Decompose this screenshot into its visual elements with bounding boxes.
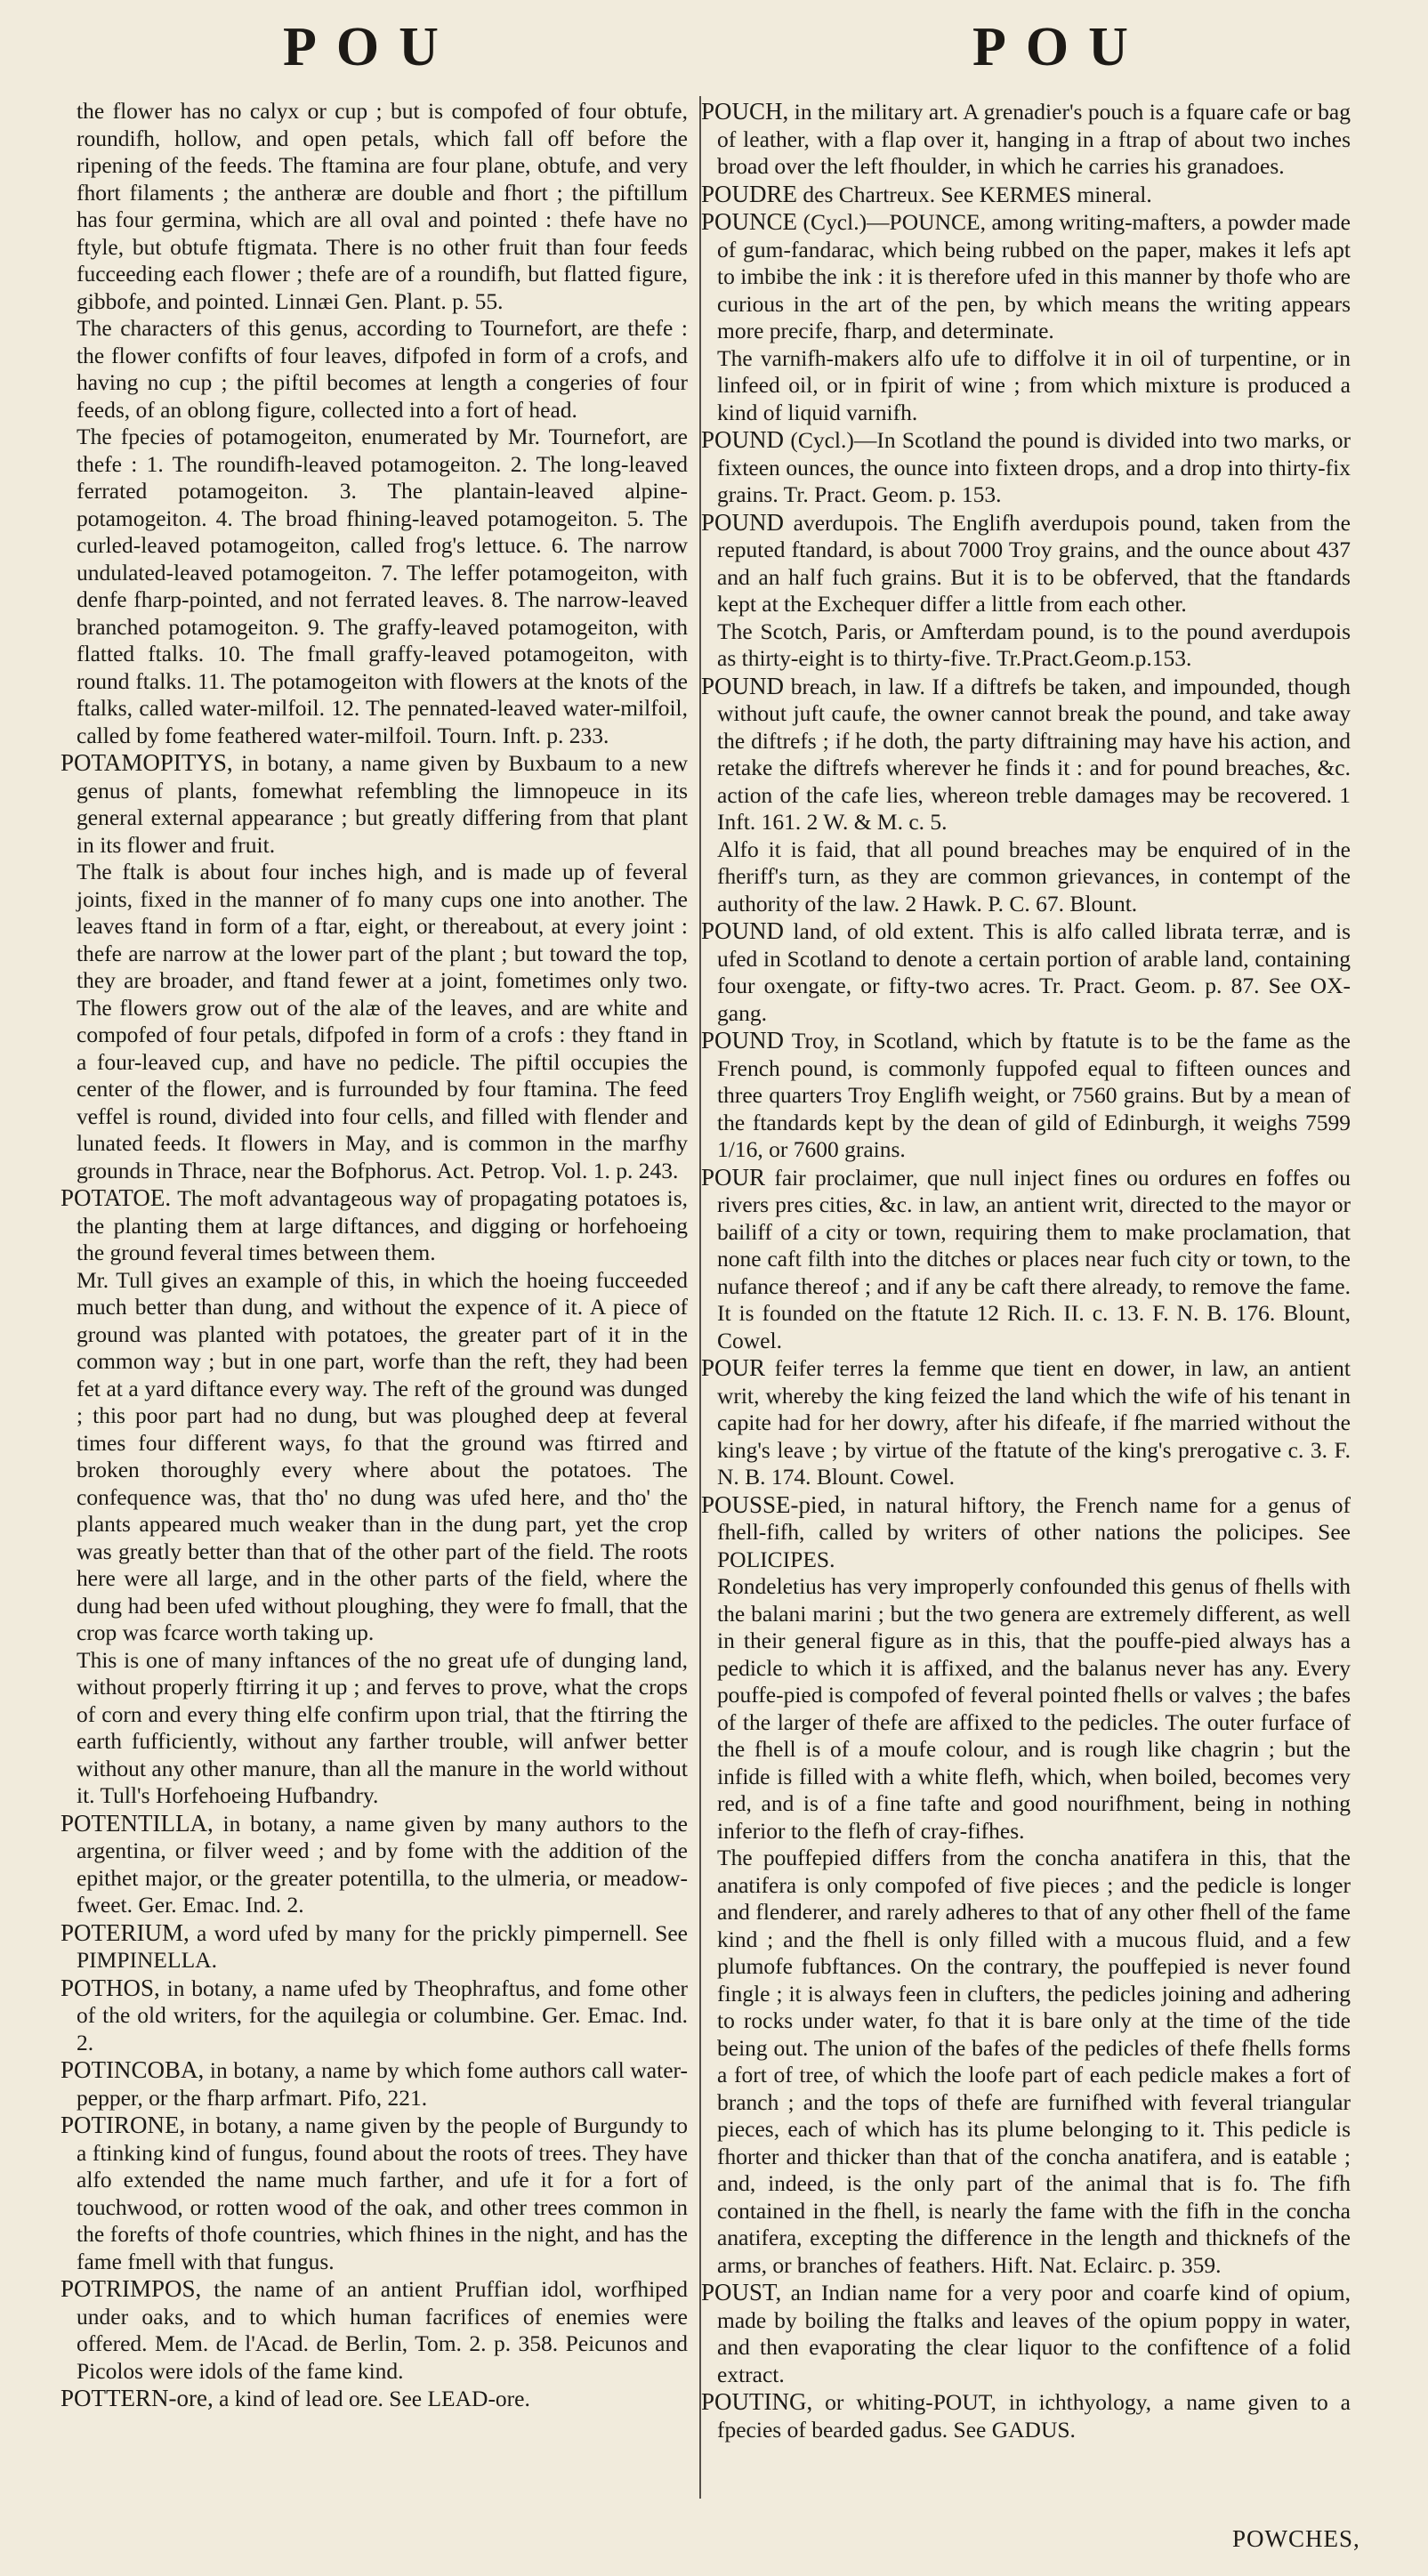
entry-text: The characters of this genus, according to Tournefort, are thefe : the flower confifts of four leaves, difpofed in form of a crofs, and having no cup ; the piftil becomes at length a congeries of four feeds, of an oblong figure, collected into a fort of head. bbox=[77, 315, 688, 423]
entry-paragraph bbox=[701, 836, 1351, 918]
dictionary-entry bbox=[701, 208, 1351, 345]
dictionary-entry bbox=[701, 509, 1351, 618]
dictionary-entry bbox=[701, 917, 1351, 1027]
entry-headword: POUSSE-pied, bbox=[701, 1490, 846, 1518]
entry-text: in the military art. A grenadier's pouch is a fquare cafe or bag of leather, with a flap over it, hanging in a ftrap of about two inches broad over the left fhoulder, in which he carries his granadoes. bbox=[717, 99, 1351, 179]
entry-text: feifer terres la femme que tient en dower, in law, an antient writ, whereby the king feized the land which the wife of his tenant in capite had for her dowry, after his difeafe, if fhe married without the king's leave ; by virtue of the ftatute of the king's prerogative c. 3. F. N. B. 174. Blount. Cowel. bbox=[717, 1355, 1351, 1490]
entry-text: the name of an antient Pruffian idol, worfhiped under oaks, and to which human facrifices of enemies were offered. Mem. de l'Acad. de Berlin, Tom. 2. p. 358. Peicunos and Picolos were idols of the fame kind. bbox=[77, 2276, 688, 2384]
right-column bbox=[701, 98, 1351, 2443]
dictionary-entry bbox=[701, 181, 1351, 209]
entry-paragraph bbox=[61, 1267, 688, 1647]
dictionary-entry bbox=[61, 749, 688, 859]
dictionary-entry bbox=[61, 2385, 688, 2413]
entry-paragraph bbox=[701, 618, 1351, 673]
dictionary-entry bbox=[701, 1164, 1351, 1355]
dictionary-entry bbox=[61, 2112, 688, 2275]
entry-text: The varnifh-makers alfo ufe to diffolve it in oil of turpentine, or in linfeed oil, or in fpirit of wine ; from which mixture is produced a kind of liquid varnifh. bbox=[717, 344, 1351, 425]
entry-text: in botany, a name given by the people of Burgundy to a ftinking kind of fungus, found about the roots of trees. They have alfo extended the name much farther, and ufe it for a fort of touchwood, or rotten wood of the oak, and other trees common in the forefts of thofe countries, which fhines in the night, and has the fame fmell with that fungus. bbox=[77, 2112, 688, 2274]
entry-headword: POTINCOBA, bbox=[61, 2056, 205, 2083]
entry-text: in botany, a name by which fome authors call water-pepper, or the fharp arfmart. Pifo, 221. bbox=[77, 2057, 688, 2111]
entry-text: The ftalk is about four inches high, and is made up of feveral joints, fixed in the manner of fo many cups one into another. The leaves ftand in form of a ftar, eight, or thereabout, at every joint : thefe are narrow at the lower part of the plant ; but toward the top, they are broader, and ftand fewer at a joint, fometimes only two. The flowers grow out of the alæ of the leaves, and are white and compofed of four petals, difpofed in form of a crofs : they ftand in a four-leaved cup, and have no pedicle. The piftil occupies the center of the flower, and is furrounded by four ftamina. The feed veffel is round, divided into four cells, and filled with flender and lunated feeds. It flowers in May, and is common in the marfhy grounds in Thrace, near the Bofphorus. Act. Petrop. Vol. 1. p. 243. bbox=[77, 859, 688, 1183]
dictionary-entry bbox=[701, 2388, 1351, 2443]
entry-text: The Scotch, Paris, or Amfterdam pound, is to the pound averdupois as thirty-eight is to thirty-five. Tr.Pract.Geom.p.153. bbox=[717, 618, 1351, 671]
dictionary-entry bbox=[701, 426, 1351, 509]
entry-paragraph bbox=[61, 315, 688, 424]
entry-text: The fpecies of potamogeiton, enumerated by Mr. Tournefort, are thefe : 1. The roundifh-leaved potamogeiton. 2. The long-leaved ferrated potamogeiton. 3. The plantain-leaved alpine-potamogeiton. 4. The broad fhining-leaved potamogeiton. 5. The curled-leaved potamogeiton, called frog's lettuce. 6. The narrow undulated-leaved potamogeiton. 7. The leffer potamogeiton, with denfe fharp-pointed, and not ferrated leaves. 8. The narrow-leaved branched potamogeiton. 9. The graffy-leaved potamogeiton, with flatted ftalks. 10. The fmall graffy-leaved potamogeiton, with round ftalks. 11. The potamogeiton with flowers at the knots of the ftalks, called water-milfoil. 12. The pennated-leaved water-milfoil, called by fome feathered water-milfoil. Tourn. Inft. p. 233. bbox=[77, 424, 688, 748]
entry-paragraph bbox=[61, 98, 688, 315]
entry-headword: POTRIMPOS, bbox=[61, 2275, 202, 2302]
entry-headword: POUNCE bbox=[701, 208, 798, 235]
entry-text: in botany, a name given by many authors to the argentina, or filver weed ; and by fome with the addition of the epithet major, or the greater potentilla, to the ulmeria, or meadow-fweet. Ger. Emac. Ind. 2. bbox=[77, 1810, 688, 1918]
entry-headword: POTTERN-ore, bbox=[61, 2385, 214, 2411]
entry-text: or whiting-POUT, in ichthyology, a name given to a fpecies of bearded gadus. See GADUS. bbox=[717, 2389, 1351, 2443]
dictionary-entry bbox=[61, 2275, 688, 2385]
entry-text: the flower has no calyx or cup ; but is compofed of four obtufe, roundifh, hollow, and open petals, which fall off before the ripening of the feeds. The ftamina are four plane, obtufe, and very fhort filaments ; the antheræ are double and fhort ; the piftillum has four germina, which are all oval and pointed : thefe have no ftyle, but obtufe ftigmata. There is no other fruit than four feeds fucceeding each flower ; thefe are of a roundifh, but flatted figure, gibbofe, and pointed. Linnæi Gen. Plant. p. 55. bbox=[77, 98, 688, 314]
dictionary-entry bbox=[701, 1027, 1351, 1164]
entry-text: This is one of many inftances of the no great ufe of dunging land, without properly ftirring it up ; and ferves to prove, what the crops of corn and every thing elfe confirm upon trial, that the ftirring the earth fufficiently, without any farther trouble, will anfwer better without any other manure, than all the manure in the world without it. Tull's Horfehoeing Hufbandry. bbox=[77, 1646, 688, 1808]
running-head-right: POU bbox=[972, 17, 1148, 77]
entry-headword: POUDRE bbox=[701, 180, 798, 207]
entry-paragraph bbox=[61, 424, 688, 749]
entry-headword: POTAMOPITYS, bbox=[61, 749, 233, 776]
dictionary-entry bbox=[701, 673, 1351, 836]
entry-text: (Cycl.)—In Scotland the pound is divided into two marks, or fixteen ounces, the ounce into fixteen drops, and a drop into thirty-fix grains. Tr. Pract. Geom. p. 153. bbox=[717, 427, 1351, 507]
entry-text: The pouffepied differs from the concha anatifera in this, that the anatifera is only compofed of five pieces ; and the pedicle is longer and flenderer, and rarely adheres to that of any other fhell of the fame kind ; and the fhell is only filled with a mucous fluid, and a few plumofe fubftances. On the contrary, the pouffepied is never found fingle ; it is always feen in clufters, the pedicles joining and adhering to rocks under water, fo that it is bare only at the time of the tide being out. The union of the bafes of the pedicles of thefe fhells forms a fort of tree, of which the loofe part of each pedicle makes a fort of branch ; and the tops of thefe are furnifhed with feveral triangular pieces, each of which has its plume belonging to it. This pedicle is fhorter and thicker than that of the concha anatifera, and is eatable ; and, indeed, is the only part of the animal that is fo. The fifh contained in the fhell, is nearly the fame with the fifh in the concha anatifera, excepting the difference in the length and thicknefs of the arms, or branches of feathers. Hift. Nat. Eclairc. p. 359. bbox=[717, 1845, 1351, 2278]
entry-text: averdupois. The Englifh averdupois pound, taken from the reputed ftandard, is about 7000 Troy grains, and the ounce about 437 and an half fuch grains. But it is to be obferved, that the ftandards kept at the Exchequer differ a little from each other. bbox=[717, 509, 1351, 617]
catchword: POWCHES, bbox=[1232, 2525, 1360, 2552]
entry-headword: POTERIUM, bbox=[61, 1918, 190, 1946]
entry-headword: POUST, bbox=[701, 2279, 782, 2305]
entry-text: in botany, a name ufed by Theophraftus, and fome other of the old writers, for the aquilegia or columbine. Ger. Emac. Ind. 2. bbox=[77, 1974, 688, 2055]
entry-headword: POTHOS, bbox=[61, 1974, 160, 2001]
entry-headword: POTENTILLA, bbox=[61, 1809, 214, 1837]
entry-text: an Indian name for a very poor and coarfe kind of opium, made by boiling the ftalks and leaves of the opium poppy in water, and then evaporating the clear liquor to the confiftence of a folid extract. bbox=[717, 2280, 1351, 2387]
entry-text: The moft advantageous way of propagating potatoes is, the planting them at large diftances, and digging or horfehoeing the ground feveral times between them. bbox=[77, 1185, 688, 1265]
entry-text: breach, in law. If a diftrefs be taken, and impounded, though without juft caufe, the owner cannot break the pound, and take away the diftrefs ; if he doth, the party diftraining may have his action, and retake the diftrefs wherever he finds it : and for pound breaches, &c. action of the cafe lies, whereon treble damages may be recovered. 1 Inft. 161. 2 W. & M. c. 5. bbox=[717, 673, 1351, 835]
dictionary-entry bbox=[701, 1491, 1351, 1574]
dictionary-entry bbox=[61, 2056, 688, 2112]
running-head-left: POU bbox=[283, 17, 458, 77]
entry-headword: POUR bbox=[701, 1354, 766, 1381]
entry-headword: POTIRONE, bbox=[61, 2112, 186, 2138]
dictionary-entry bbox=[701, 98, 1351, 181]
entry-paragraph bbox=[701, 1573, 1351, 1845]
entry-text: Rondeletius has very improperly confounded this genus of fhells with the balani marini ; but the two genera are extremely different, as well in their general figure as in this, that the pouffe-pied always has a pedicle to which it is affixed, and the balanus never has any. Every pouffe-pied is compofed of feveral pointed fhells or valves ; the bafes of the larger of thefe are affixed to the pedicles. The outer furface of the fhell is of a moufe colour, and is rough like chagrin ; but the infide is filled with a white flefh, which, when boiled, becomes very red, and is of a fine tafte and good nourifhment, being in nothing inferior to the flefh of cray-fifhes. bbox=[717, 1573, 1351, 1844]
entry-headword: POUND bbox=[701, 917, 785, 944]
entry-text: in botany, a name given by Buxbaum to a new genus of plants, fomewhat refembling the limnopeuce in its general external appearance ; but greatly differing from that plant in its flower and fruit. bbox=[77, 750, 688, 858]
entry-headword: POUCH, bbox=[701, 98, 789, 125]
entry-text: Troy, in Scotland, which by ftatute is to be the fame as the French pound, is commonly fuppofed equal to fifteen ounces and three quarters Troy Englifh weight, or 7560 grains. But by a mean of the ftandards kept by the dean of gild of Edinburgh, it weighs 7599 1/16, or 7600 grains. bbox=[717, 1028, 1351, 1162]
entry-headword: POTATOE. bbox=[61, 1184, 172, 1211]
entry-text: Alfo it is faid, that all pound breaches may be enquired of in the fheriff's turn, as they are common grievances, in contempt of the authority of the law. 2 Hawk. P. C. 67. Blount. bbox=[717, 836, 1351, 917]
entry-text: a kind of lead ore. See LEAD-ore. bbox=[213, 2386, 530, 2411]
entry-paragraph bbox=[701, 1845, 1351, 2279]
entry-headword: POUR bbox=[701, 1163, 766, 1191]
entry-headword: POUND bbox=[701, 1027, 785, 1054]
dictionary-entry bbox=[701, 1354, 1351, 1491]
left-column bbox=[61, 98, 688, 2413]
entry-text: fair proclaimer, que null inject fines ou ordures en foffes ou rivers pres cities, &c. in law, an antient writ, directed to the mayor or bailiff of a city or town, requiring them to make proclamation, that none caft filth into the ditches or places near fuch city or town, to the nufance thereof ; and if any be caft there already, to remove the fame. It is founded on the ftatute 12 Rich. II. c. 13. F. N. B. 176. Blount, Cowel. bbox=[717, 1164, 1351, 1353]
entry-text: Mr. Tull gives an example of this, in which the hoeing fucceeded much better than dung, and without the expence of it. A piece of ground was planted with potatoes, the greater part of it in the common way ; but in one part, worfe than the reft, they had been fet at a yard diftance every way. The reft of the ground was dunged ; this poor part had no dung, but was ploughed deep at feveral times four different ways, fo that the ground was ftirred and broken thoroughly every where about the potatoes. The confequence was, that tho' no dung was ufed here, and tho' the plants appeared much weaker than in the dung part, yet the crop was greatly better than that of the other part of the field. The roots here were all large, and in the other parts of the field, where the dung had been ufed without ploughing, they were fo fmall, that the crop was fcarce worth taking up. bbox=[77, 1266, 688, 1645]
dictionary-entry bbox=[61, 1810, 688, 1919]
entry-paragraph bbox=[61, 1647, 688, 1810]
entry-text: land, of old extent. This is alfo called librata terræ, and is ufed in Scotland to denote a certain portion of arable land, containing four oxengate, or fifty-two acres. Tr. Pract. Geom. p. 87. See OX-gang. bbox=[717, 918, 1351, 1026]
entry-text: a word ufed by many for the prickly pimpernell. See PIMPINELLA. bbox=[77, 1919, 688, 1973]
entry-headword: POUTING, bbox=[701, 2388, 813, 2415]
entry-text: in natural hiftory, the French name for a genus of fhell-fifh, called by writers of other nations the policipes. See POLICIPES. bbox=[717, 1491, 1351, 1572]
dictionary-entry bbox=[61, 1919, 688, 1974]
entry-text: des Chartreux. See KERMES mineral. bbox=[797, 181, 1152, 207]
dictionary-entry bbox=[61, 1974, 688, 2057]
entry-paragraph bbox=[701, 345, 1351, 427]
entry-text: (Cycl.)—POUNCE, among writing-mafters, a powder made of gum-fandarac, which being rubbed on the paper, makes it lefs apt to imbibe the ink : it is therefore ufed in this manner by thofe who are curious in the art of the pen, by which means the writing appears more precife, fharp, and determinate. bbox=[717, 209, 1351, 343]
entry-headword: POUND bbox=[701, 508, 785, 536]
entry-paragraph bbox=[61, 859, 688, 1184]
entry-headword: POUND bbox=[701, 426, 785, 453]
dictionary-entry bbox=[61, 1184, 688, 1267]
dictionary-entry bbox=[701, 2279, 1351, 2388]
entry-headword: POUND bbox=[701, 672, 785, 699]
